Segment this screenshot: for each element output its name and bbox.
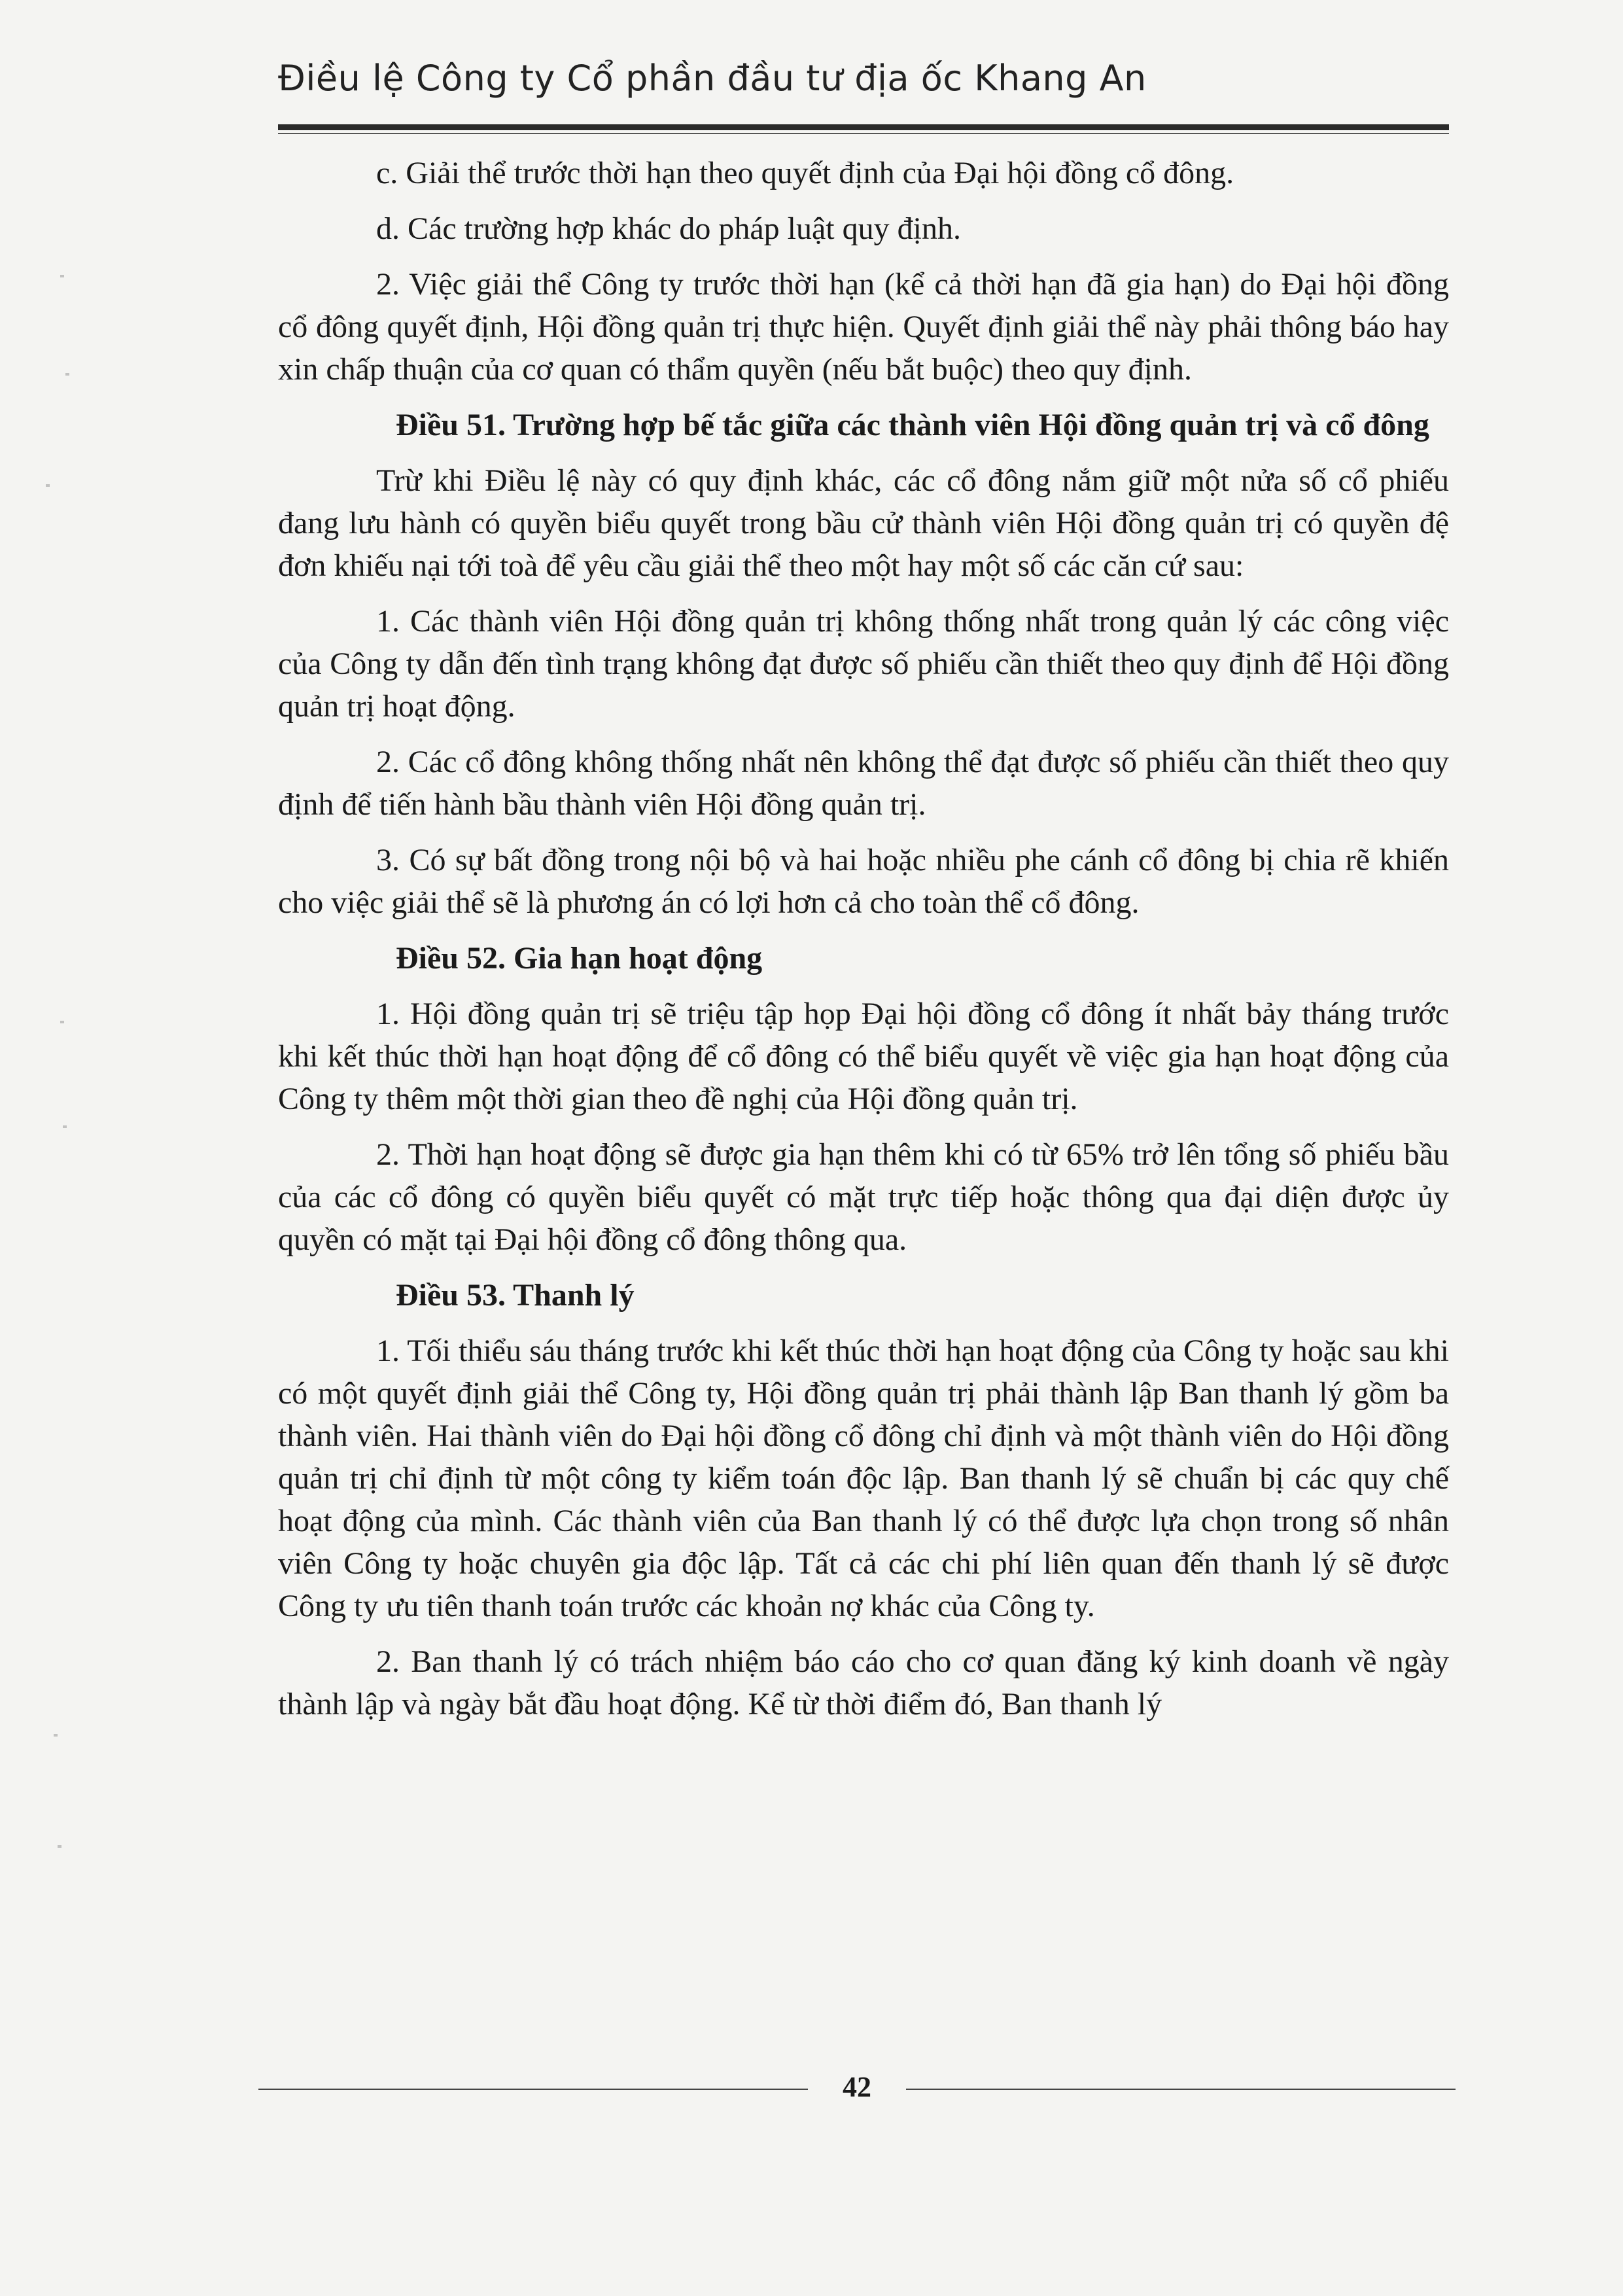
article-51-heading: Điều 51. Trường hợp bế tắc giữa các thành viên Hội đồng quản trị và cổ đông [396,408,1429,442]
document-title: Điều lệ Công ty Cổ phần đầu tư địa ốc Khang An [278,58,1147,99]
scan-speck [54,1734,58,1737]
article-51-intro: Trừ khi Điều lệ này có quy định khác, các cổ đông nắm giữ một nửa số cổ phiếu đang lưu hành có quyền biểu quyết trong bầu cử thành viên Hội đồng quản trị có quyền đệ đơn khiếu nại tới toà để yêu cầu giải thể theo một hay một số các căn cứ sau: [278,463,1449,583]
scan-speck [63,1125,67,1128]
page-number: 42 [843,2071,871,2103]
article-51-item-1: 1. Các thành viên Hội đồng quản trị không thống nhất trong quản lý các công việc của Công ty dẫn đến tình trạng không đạt được số phiếu cần thiết theo quy định để Hội đồng quản trị hoạt động. [278,604,1449,724]
paragraph-c: c. Giải thể trước thời hạn theo quyết định của Đại hội đồng cổ đông. [376,156,1234,190]
article-53-item-2: 2. Ban thanh lý có trách nhiệm báo cáo cho cơ quan đăng ký kinh doanh về ngày thành lập và ngày bắt đầu hoạt động. Kể từ thời điểm đó, Ban thanh lý [278,1644,1449,1722]
article-52-item-1: 1. Hội đồng quản trị sẽ triệu tập họp Đại hội đồng cổ đông ít nhất bảy tháng trước khi kết thúc thời hạn hoạt động để cổ đông có thể biểu quyết về việc gia hạn hoạt động của Công ty thêm một thời gian theo đề nghị của Hội đồng quản trị. [278,997,1449,1116]
header-rule-thick [278,124,1449,130]
scan-speck [60,275,64,277]
document-body [278,152,1449,1739]
page-footer [258,2071,1456,2103]
page-header [278,58,1449,99]
scan-speck [58,1845,61,1848]
paragraph-d: d. Các trường hợp khác do pháp luật quy định. [376,211,961,246]
header-rule-thin [278,133,1449,134]
article-51-item-2: 2. Các cổ đông không thống nhất nên không thể đạt được số phiếu cần thiết theo quy định để tiến hành bầu thành viên Hội đồng quản trị. [278,745,1449,822]
article-52-item-2: 2. Thời hạn hoạt động sẽ được gia hạn thêm khi có từ 65% trở lên tổng số phiếu bầu của các cổ đông có quyền biểu quyết có mặt trực tiếp hoặc thông qua đại diện được ủy quyền có mặt tại Đại hội đồng cổ đông thông qua. [278,1137,1449,1257]
scan-speck [65,373,69,376]
article-53-heading: Điều 53. Thanh lý [396,1278,635,1313]
scan-speck [60,1021,64,1023]
footer-rule-left [258,2089,808,2090]
paragraph-dissolution: 2. Việc giải thể Công ty trước thời hạn (kể cả thời hạn đã gia hạn) do Đại hội đồng cổ đông quyết định, Hội đồng quản trị thực hiện. Quyết định giải thể này phải thông báo hay xin chấp thuận của cơ quan có thẩm quyền (nếu bắt buộc) theo quy định. [278,267,1449,387]
footer-rule-right [906,2089,1456,2090]
article-53-item-1: 1. Tối thiểu sáu tháng trước khi kết thúc thời hạn hoạt động của Công ty hoặc sau khi có một quyết định giải thể Công ty, Hội đồng quản trị phải thành lập Ban thanh lý gồm ba thành viên. Hai thành viên do Đại hội đồng cổ đông chỉ định và một thành viên do Hội đồng quản trị chỉ định từ một công ty kiểm toán độc lập. Ban thanh lý sẽ chuẩn bị các quy chế hoạt động của mình. Các thành viên của Ban thanh lý có thể được lựa chọn trong số nhân viên Công ty hoặc chuyên gia độc lập. Tất cả các chi phí liên quan đến thanh lý sẽ được Công ty ưu tiên thanh toán trước các khoản nợ khác của Công ty. [278,1333,1449,1623]
article-52-heading: Điều 52. Gia hạn hoạt động [396,941,763,976]
scan-speck [46,484,50,487]
article-51-item-3: 3. Có sự bất đồng trong nội bộ và hai hoặc nhiều phe cánh cổ đông bị chia rẽ khiến cho việc giải thể sẽ là phương án có lợi hơn cả cho toàn thể cổ đông. [278,843,1449,920]
